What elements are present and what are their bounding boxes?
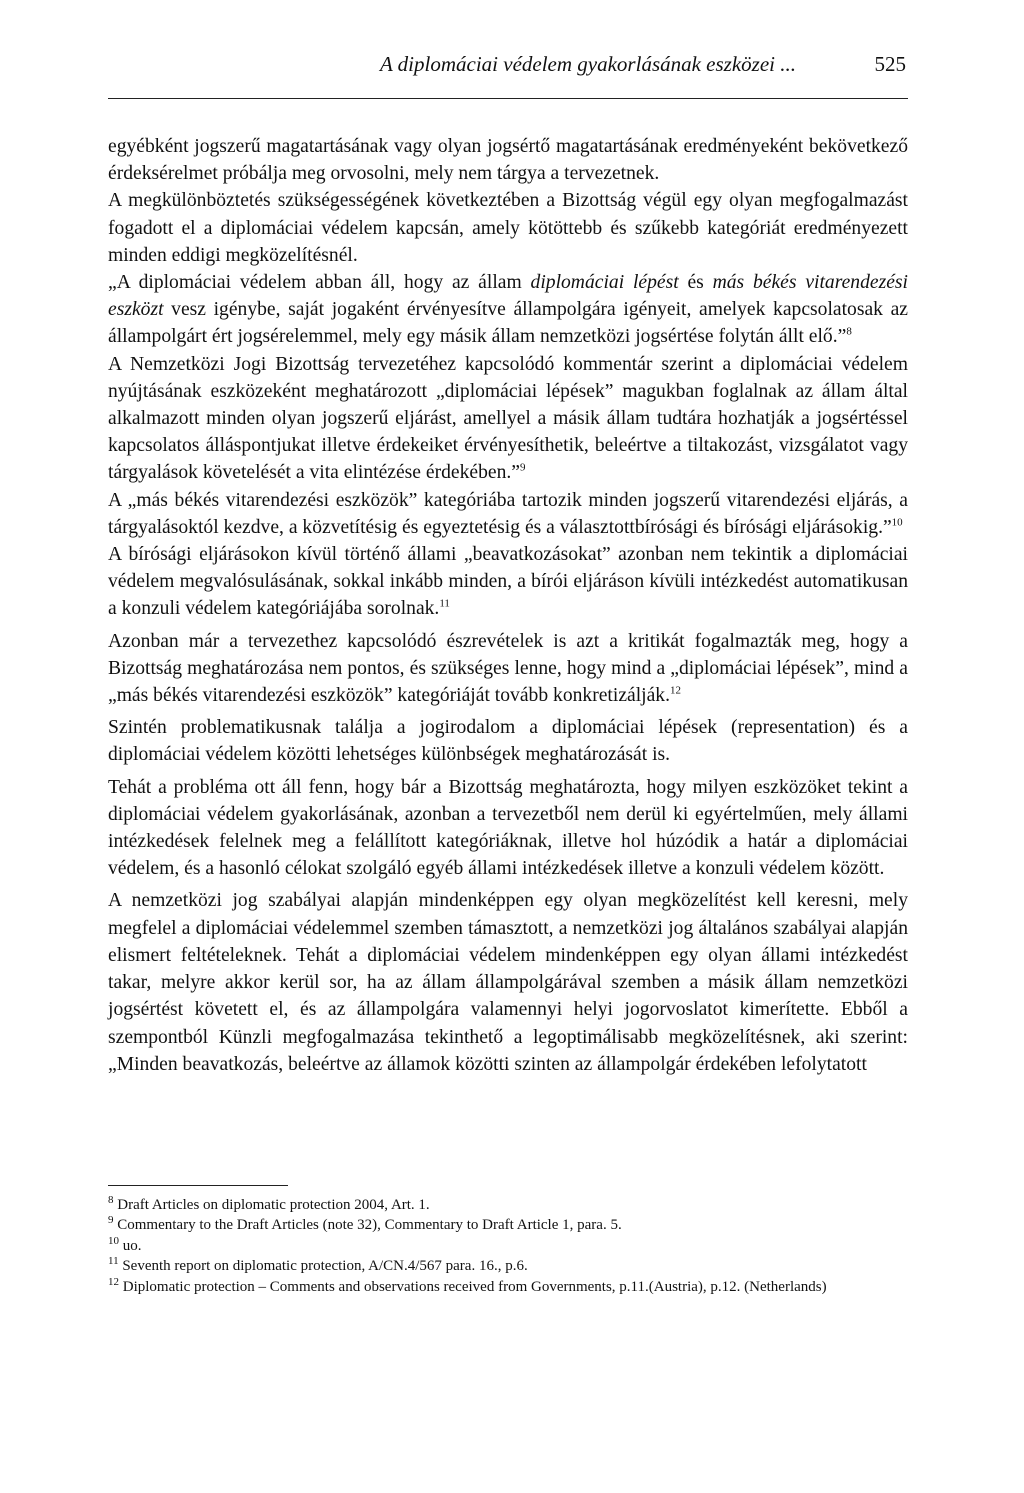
- footnote: $^9$ Commentary to the Draft Articles (note 32), Commentary to Draft Article 1, para. 5.: [108, 1214, 622, 1234]
- page-number: 525: [874, 52, 906, 76]
- paragraph: A „más békés vitarendezési eszközök” kategóriába tartozik minden jogszerű vitarendezési eljárás, a tárgyalásoktól kezdve, a közvetítésig és egyeztetésig és a választottbírósági és bírósági eljárásokig.”$^{10}$: [108, 489, 908, 538]
- footnote-ref: 10: [891, 516, 903, 529]
- paragraph: egyébként jogszerű magatartásának vagy olyan jogsértő magatartásának eredményeként bekövetkező érdeksérelmet próbálja meg orvosolni, mely nem tárgya a tervezetnek.: [108, 136, 908, 185]
- quote-paragraph: „A diplomáciai védelem abban áll, hogy az állam diplomáciai lépést és más békés vitarendezési eszközt vesz igénybe, saját jogaként érvényesítve állampolgára igényeit, amelyek kapcsolatosak az állampolgárt ért jogsérelemmel, mely egy másik állam nemzetközi jogsértése folytán állt elő.”$^8$: [108, 272, 908, 348]
- footnote: $^{12}$ Diplomatic protection – Comments and observations received from Governments, p.11.(Austria), p.12. (Netherlands): [108, 1275, 827, 1295]
- paragraph: A Nemzetközi Jogi Bizottság tervezetéhez kapcsolódó kommentár szerint a diplomáciai védelem nyújtásának eszközeként meghatározott „diplomáciai lépések” magukban foglalnak az állam által alkalmazott minden olyan jogszerű eljárást, amellyel a másik állam tudtára hozhatják a jogsértéssel kapcsolatos álláspontjukat illetve érdekeiket érvényesíthetik, beleértve a tiltakozást, vizsgálatot vagy tárgyalások követelését a vita elintézése érdekében.”$^9$: [108, 353, 908, 484]
- paragraph: Szintén problematikusnak találja a jogirodalom a diplomáciai lépések (representation) és a diplomáciai védelem közötti lehetséges különbségek meghatározását is.: [108, 717, 908, 766]
- footnotes: [108, 1195, 908, 1297]
- paragraph: Azonban már a tervezethez kapcsolódó észrevételek is azt a kritikát fogalmazták meg, hogy a Bizottság meghatározása nem pontos, és szükséges lenne, hogy mind a „diplomáciai lépések”, mind a „más békés vitarendezési eszközök” kategóriáját tovább konkretizálják.$^{12}$: [108, 630, 908, 707]
- footnote: $^8$ Draft Articles on diplomatic protection 2004, Art. 1.: [108, 1194, 430, 1213]
- footnote-ref: 9: [520, 461, 526, 474]
- footnote: $^{11}$ Seventh report on diplomatic protection, A/CN.4/567 para. 16., p.6.: [108, 1255, 528, 1275]
- paragraph: Tehát a probléma ott áll fenn, hogy bár a Bizottság meghatározta, hogy milyen eszközöket tekint a diplomáciai védelem gyakorlásának, azonban a tervezetből nem derül ki egyértelműen, mely állami intézkedések felelnek meg a felállított kategóriáknak, illetve hol húzódik a határ a diplomáciai védelem, és a hasonló célokat szolgáló egyéb állami intézkedések illetve a konzuli védelem között.: [108, 776, 908, 880]
- footnote-ref: 12: [670, 684, 681, 697]
- page-header: [108, 44, 908, 84]
- paragraph: A bírósági eljárásokon kívül történő állami „beavatkozásokat” azonban nem tekintik a diplomáciai védelem megvalósulásának, sokkal inkább minden, a bírói eljáráson kívüli intézkedést automatikusan a konzuli védelem kategóriájába sorolnak.$^{11}$: [108, 544, 908, 620]
- running-title: A diplomáciai védelem gyakorlásának eszközei ...: [379, 52, 796, 76]
- footnote-divider: [108, 1185, 288, 1186]
- paragraph: A nemzetközi jog szabályai alapján mindenképpen egy olyan megközelítést kell keresni, mely megfelel a diplomáciai védelemmel szemben támasztott, a nemzetközi jog általános szabályai alapján elismert feltételeknek. Tehát a diplomáciai védelem mindenképpen egy olyan állami intézkedést takar, melyre akkor kerül sor, ha az állam állampolgárával szemben a másik állam nemzetközi jogsértést követett el, és az állampolgára valamennyi helyi jogorvoslatot kimerítette. Ebből a szempontból Künzli megfogalmazása tekinthető a legoptimálisabb megközelítésnek, aki szerint: „Minden beavatkozás, beleértve az államok közötti szinten az állampolgár érdekében lefolytatott: [108, 890, 908, 1075]
- body-text: [108, 133, 908, 1078]
- paragraph: A megkülönböztetés szükségességének következtében a Bizottság végül egy olyan megfogalmazást fogadott el a diplomáciai védelem kapcsán, amely kötöttebb és szűkebb kategóriát eredményezett minden eddigi megközelítésnél.: [108, 190, 908, 266]
- footnote: $^{10}$ uo.: [108, 1234, 142, 1254]
- header-divider: [108, 98, 908, 99]
- footnote-ref: 11: [439, 597, 450, 610]
- footnote-ref: 8: [846, 325, 852, 338]
